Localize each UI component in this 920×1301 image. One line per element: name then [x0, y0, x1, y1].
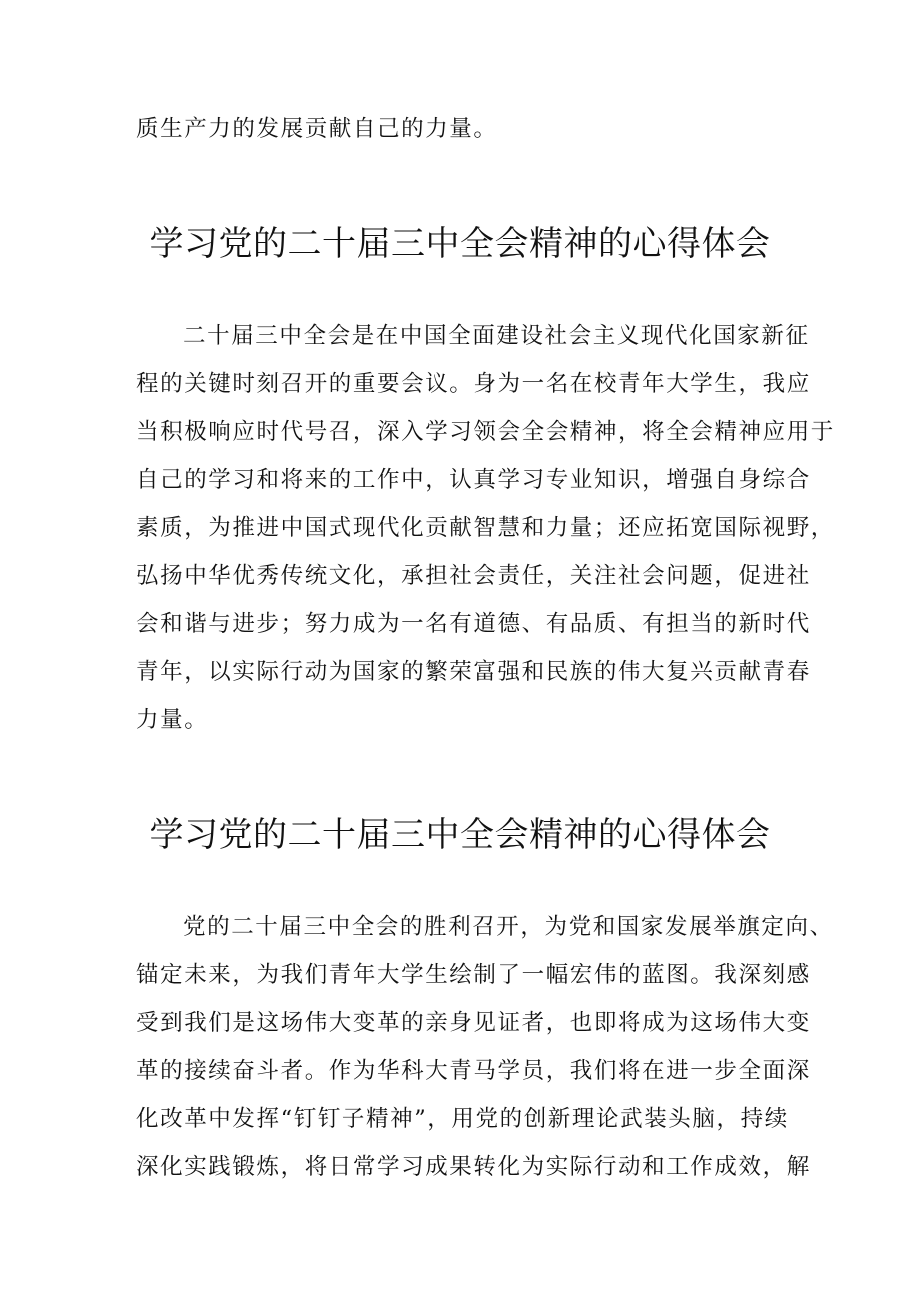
paragraph-line: 素质，为推进中国式现代化贡献智慧和力量；还应拓宽国际视野， [136, 515, 835, 541]
section-heading-2: 学习党的二十届三中全会精神的心得体会 [149, 815, 771, 855]
paragraph-line: 弘扬中华优秀传统文化，承担社会责任，关注社会问题，促进社 [136, 563, 811, 589]
paragraph-line: 青年，以实际行动为国家的繁荣富强和民族的伟大复兴贡献青春 [136, 659, 811, 685]
paragraph-line: 当积极响应时代号召，深入学习领会全会精神，将全会精神应用于 [136, 419, 835, 445]
paragraph-line: 锚定未来，为我们青年大学生绘制了一幅宏伟的蓝图。我深刻感 [136, 962, 811, 988]
section-heading-1: 学习党的二十届三中全会精神的心得体会 [149, 224, 771, 264]
paragraph-line: 深化实践锻炼，将日常学习成果转化为实际行动和工作成效，解 [136, 1154, 811, 1180]
paragraph-line: 党的二十届三中全会的胜利召开，为党和国家发展举旗定向、 [183, 914, 834, 940]
paragraph-line: 革的接续奋斗者。作为华科大青马学员，我们将在进一步全面深 [136, 1058, 811, 1084]
paragraph-line: 会和谐与进步；努力成为一名有道德、有品质、有担当的新时代 [136, 611, 811, 637]
paragraph-line: 力量。 [136, 707, 209, 733]
paragraph-line: 化改革中发挥“钉钉子精神”，用党的创新理论武装头脑，持续 [136, 1106, 789, 1132]
paragraph-line: 二十届三中全会是在中国全面建设社会主义现代化国家新征 [183, 323, 810, 349]
continued-paragraph-line: 质生产力的发展贡献自己的力量。 [136, 116, 498, 142]
paragraph-line: 自己的学习和将来的工作中，认真学习专业知识，增强自身综合 [136, 467, 811, 493]
paragraph-line: 受到我们是这场伟大变革的亲身见证者，也即将成为这场伟大变 [136, 1010, 811, 1036]
paragraph-line: 程的关键时刻召开的重要会议。身为一名在校青年大学生，我应 [136, 371, 811, 397]
